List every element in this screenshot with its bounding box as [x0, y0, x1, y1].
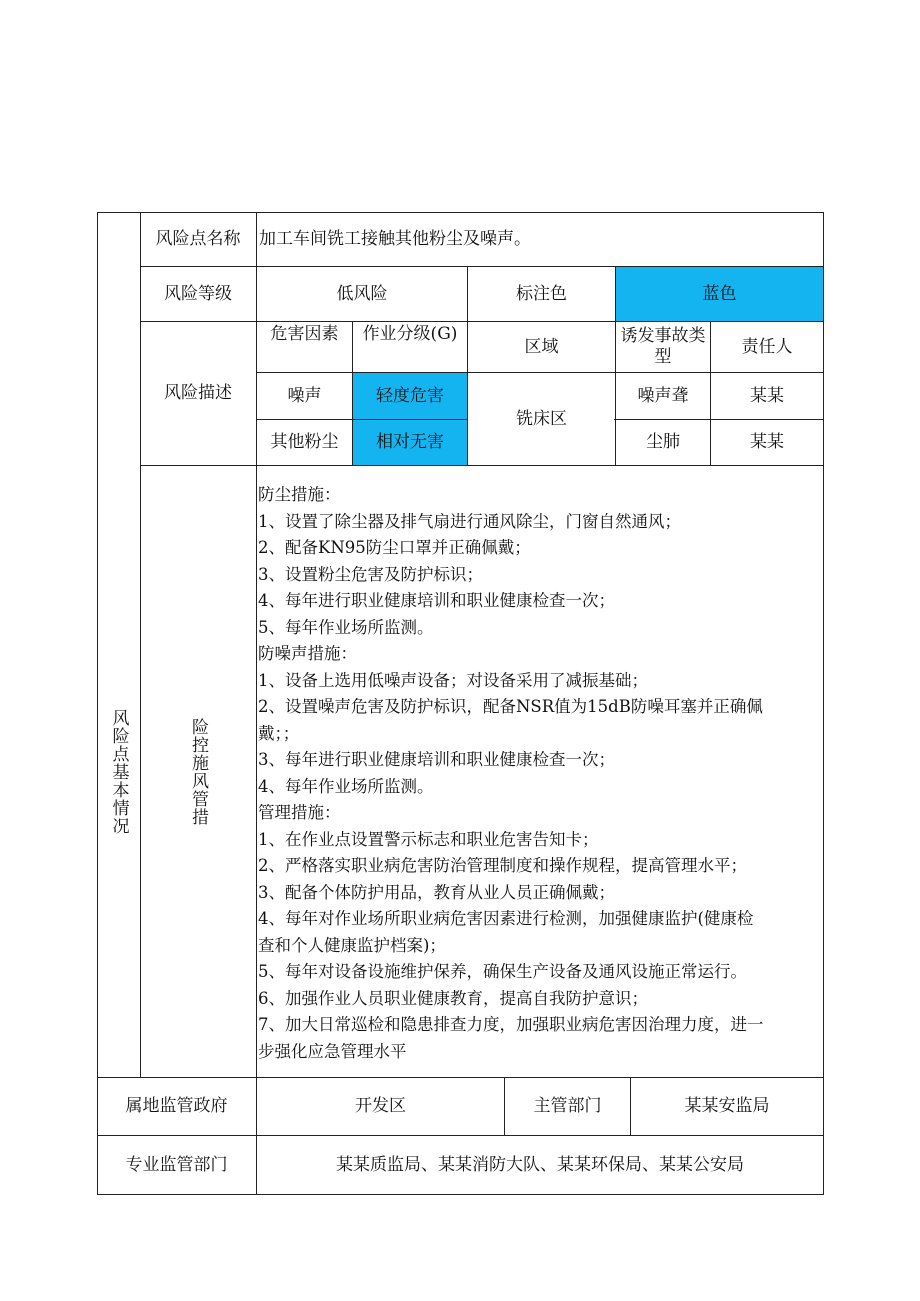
hazard-dust: 其他粉尘 [270, 432, 339, 452]
measure-line: 7、加大日常巡检和隐患排查力度，加强职业病危害因治理力度，进一 [258, 1015, 764, 1034]
grade-noise: 轻度危害 [376, 385, 444, 406]
header-hazard: 危害因素 [270, 324, 339, 344]
accident-dust: 尘肺 [646, 432, 680, 452]
measure-line: 4、每年进行职业健康培训和职业健康检查一次； [258, 591, 615, 610]
header-grade: 作业分级(G) [362, 324, 458, 344]
measure-line: 4、每年对作业场所职业病危害因素进行检测，加强健康监护(健康检 [258, 909, 754, 928]
risk-desc-label: 风险描述 [164, 383, 232, 403]
color-value: 蓝色 [702, 283, 737, 304]
measure-line: 2、配备KN95防尘口罩并正确佩戴； [258, 538, 531, 557]
measures-list [258, 482, 824, 1065]
risk-level-value: 低风险 [336, 283, 388, 304]
measure-line: 2、设置噪声危害及防护标识，配备NSR值为15dB防噪耳塞并正确佩 [258, 697, 763, 716]
measure-line: 5、每年对设备设施维护保养，确保生产设备及通风设施正常运行。 [258, 962, 747, 981]
measures-label: 险控施风管措 [188, 717, 208, 826]
measure-line: 管理措施： [258, 803, 341, 822]
measure-line: 5、每年作业场所监测。 [258, 617, 434, 637]
measure-line: 4、每年作业场所监测。 [258, 776, 434, 796]
gov-value: 开发区 [355, 1096, 406, 1116]
accident-noise: 噪声聋 [637, 385, 689, 406]
gov-label: 属地监管政府 [125, 1096, 228, 1116]
header-person: 责任人 [741, 336, 793, 357]
grade-dust: 相对无害 [376, 432, 444, 452]
measure-line: 查和个人健康监护档案)； [258, 935, 446, 955]
risk-name-label: 风险点名称 [155, 229, 241, 249]
risk-name-value: 加工车间铣工接触其他粉尘及噪声。 [259, 229, 531, 249]
dept-value: 某某安监局 [684, 1096, 770, 1116]
person-noise: 某某 [750, 385, 784, 406]
header-accident: 诱发事故类型 [620, 325, 706, 367]
measure-line: 1、设置了除尘器及排气扇进行通风除尘，门窗自然通风； [258, 511, 681, 531]
risk-level-label: 风险等级 [164, 283, 232, 304]
measure-line: 步强化应急管理水平 [258, 1041, 407, 1061]
measure-line: 3、每年进行职业健康培训和职业健康检查一次； [258, 750, 615, 769]
measure-line: 2、严格落实职业病危害防治管理制度和操作规程，提高管理水平； [258, 856, 747, 875]
measure-line: 3、配备个体防护用品，教育从业人员正确佩戴； [258, 882, 615, 902]
prof-value: 某某质监局、某某消防大队、某某环保局、某某公安局 [336, 1154, 744, 1175]
dept-label: 主管部门 [533, 1096, 602, 1116]
outer-section-label: 风险点基本情况 [108, 708, 129, 835]
color-label: 标注色 [516, 283, 567, 304]
measure-line: 1、在作业点设置警示标志和职业危害告知卡； [258, 829, 599, 849]
measure-line: 防尘措施： [258, 485, 341, 504]
hazard-noise: 噪声 [287, 385, 322, 406]
header-area: 区域 [524, 336, 559, 357]
measure-line: 防噪声措施： [258, 644, 357, 663]
measure-line: 戴；； [258, 723, 300, 743]
measure-line: 6、加强作业人员职业健康教育，提高自我防护意识； [258, 988, 648, 1008]
prof-label: 专业监管部门 [125, 1154, 228, 1175]
person-dust: 某某 [750, 432, 784, 452]
measure-line: 3、设置粉尘危害及防护标识； [258, 564, 483, 584]
area-value: 铣床区 [516, 408, 567, 429]
measure-line: 1、设备上选用低噪声设备；对设备采用了减振基础； [258, 670, 648, 690]
